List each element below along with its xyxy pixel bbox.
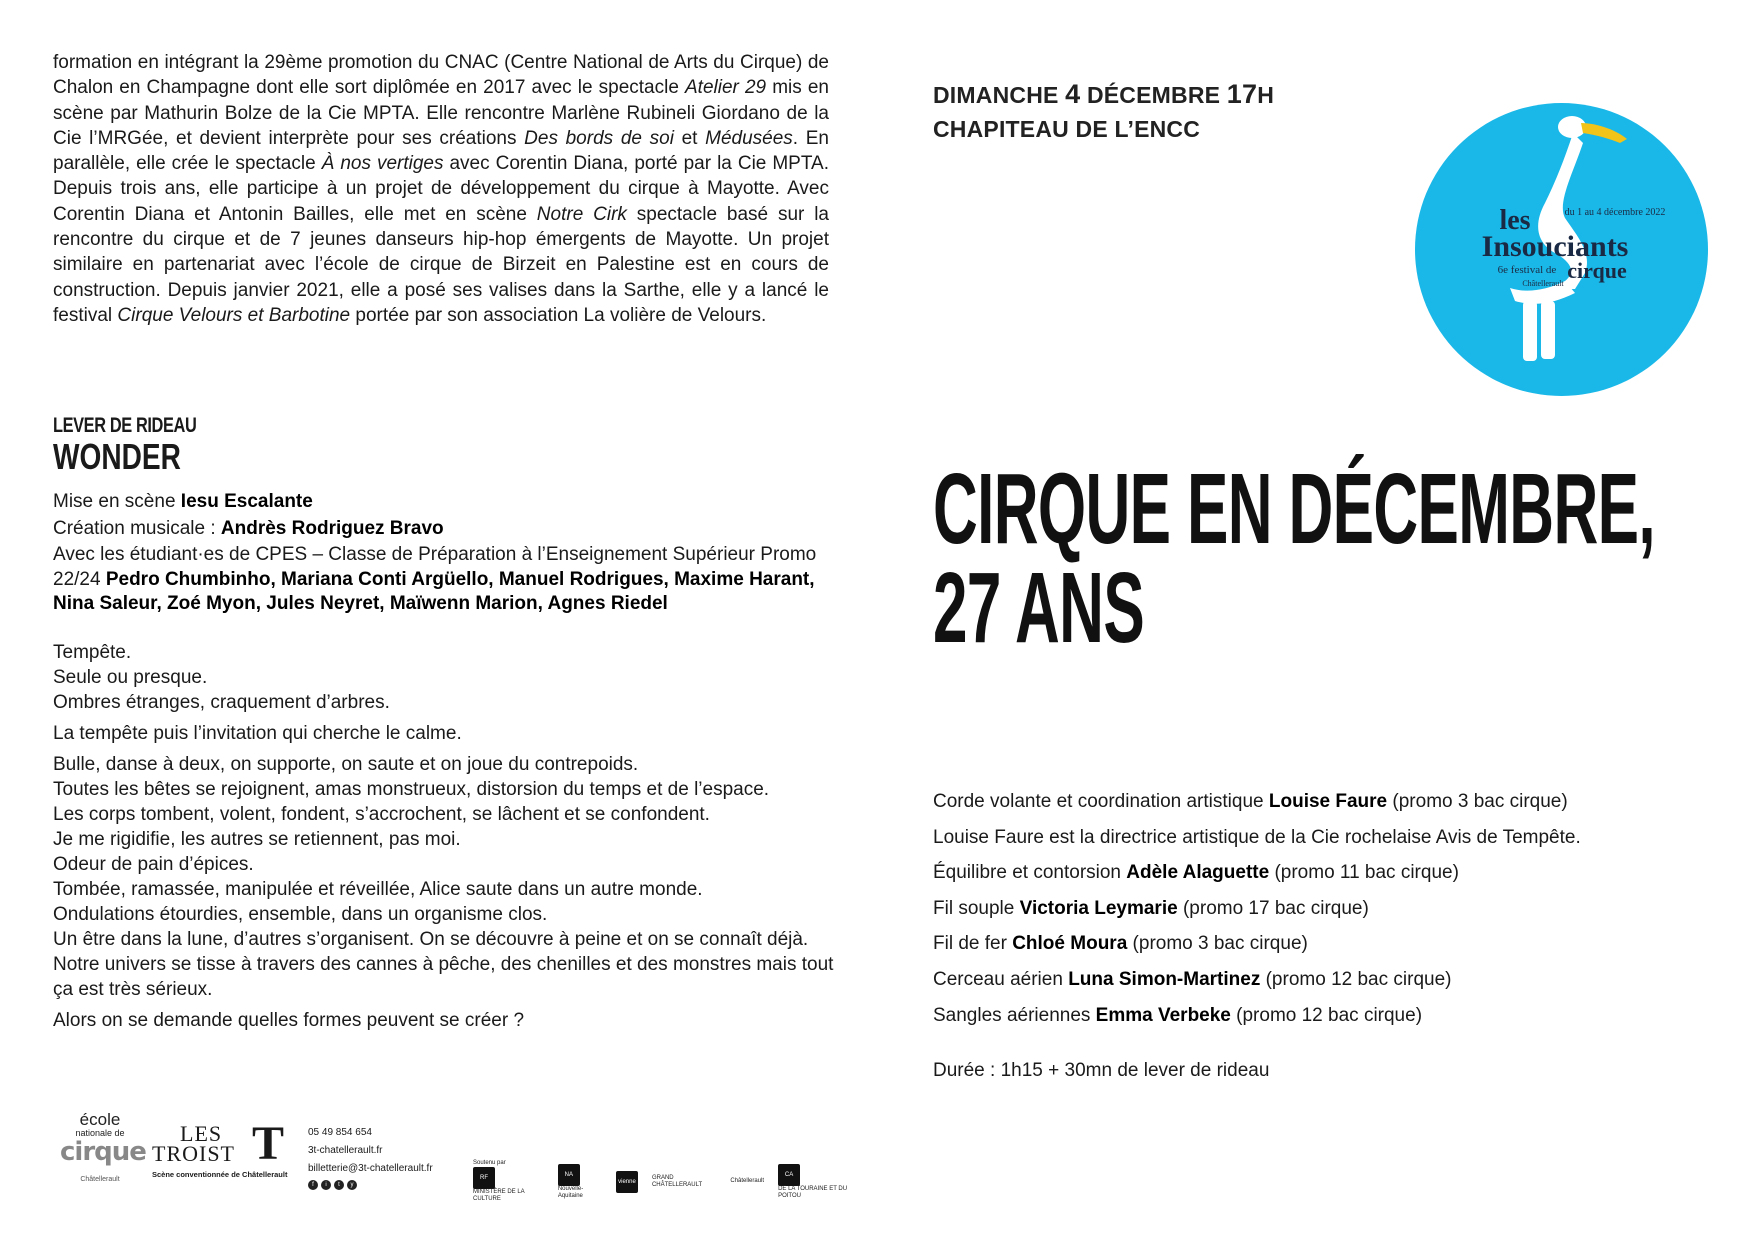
- intro-italic-title: Atelier 29: [685, 77, 767, 99]
- partner-emblem-icon: CA: [778, 1164, 800, 1186]
- partner-logo: [558, 1164, 602, 1200]
- hour-suffix: H: [1257, 82, 1275, 108]
- poem-line: Un être dans la lune, d’autres s’organisent. On se découvre à peine et on se connaît déjà. Notre univers se tisse à travers des cannes à pêche, des chenilles et des monstres mais tout ça est très sérieux.: [53, 929, 834, 1000]
- main-title-line-2: 27 ANS: [933, 552, 1145, 664]
- footer-logos: [60, 1110, 860, 1200]
- poem-line: Alors on se demande quelles formes peuvent se créer ?: [53, 1010, 525, 1031]
- intro-italic-title: Médusées: [705, 127, 793, 149]
- cast-line: [933, 998, 1693, 1034]
- partner-logos: [473, 1160, 860, 1203]
- ecole-cirque-logo: [60, 1110, 146, 1188]
- discipline: Équilibre et contorsion: [933, 862, 1127, 884]
- day: DIMANCHE: [933, 82, 1059, 108]
- section-label: LEVER DE RIDEAU: [53, 414, 197, 437]
- promo: (promo 12 bac cirque): [1260, 968, 1452, 990]
- logo-text-city: Châtellerault: [1522, 279, 1564, 288]
- poem-line: Seule ou presque.: [53, 667, 208, 688]
- performer-name: Emma Verbeke: [1095, 1004, 1231, 1026]
- partner-name: Châtellerault: [730, 1178, 765, 1184]
- performer-name: Chloé Moura: [1012, 933, 1128, 955]
- performer-name: Luna Simon-Martinez: [1068, 968, 1261, 990]
- intro-text: . En parallèle, elle crée le spectacle: [53, 127, 829, 175]
- ecole-mid: nationale de: [75, 1128, 125, 1138]
- main-title-line-1: CIRQUE EN DÉCEMBRE,: [933, 453, 1655, 565]
- credit-name: Iesu Escalante: [180, 491, 313, 512]
- poem-line: Odeur de pain d’épices.: [53, 854, 254, 875]
- performer-name: Victoria Leymarie: [1019, 897, 1178, 919]
- partner-emblem-icon: NA: [558, 1164, 580, 1186]
- lever-de-rideau-heading: [53, 414, 237, 476]
- credit-role: Mise en scène: [53, 491, 181, 512]
- partner-name: GRAND CHÂTELLERAULT: [651, 1174, 703, 1188]
- hour: 17: [1226, 79, 1258, 109]
- main-title: [933, 453, 1655, 664]
- poem-line: Bulle, danse à deux, on supporte, on saute et on joue du contrepoids.: [53, 754, 639, 775]
- performer-name: Adèle Alaguette: [1126, 862, 1270, 884]
- poem-line: Tempête.: [53, 642, 132, 663]
- credit-line: [53, 543, 843, 617]
- credits-block: [53, 490, 843, 619]
- website-link[interactable]: 3t-chatellerault.fr: [308, 1145, 383, 1156]
- cast-line: [933, 891, 1693, 927]
- credit-line: [53, 517, 843, 542]
- section-title: WONDER: [53, 436, 181, 477]
- email-link[interactable]: billetterie@3t-chatellerault.fr: [308, 1163, 433, 1174]
- intro-text: formation en intégrant la 29ème promotion du CNAC (Centre National de Arts du Cirque) de Chalon en Champagne dont elle sort diplômée en 2017 avec le spectacle: [53, 52, 829, 99]
- partner-name: Nouvelle-Aquitaine: [557, 1185, 584, 1199]
- date-line: [933, 77, 1274, 112]
- description-text: [53, 640, 843, 1033]
- youtube-icon[interactable]: y: [347, 1180, 357, 1190]
- intro-italic-title: Notre Cirk: [536, 203, 627, 225]
- intro-text: avec Corentin Diana, porté par la Cie MPTA. Depuis trois ans, elle participe à un projet de développement du cirque à Mayotte. Avec Corentin Diana et Antonin Bailles, elle met en scène: [53, 153, 829, 225]
- partner-logo: [473, 1160, 544, 1203]
- intro-italic-title: À nos vertiges: [321, 153, 444, 175]
- discipline: Fil souple: [933, 897, 1020, 919]
- venue: CHAPITEAU DE L’ENCC: [933, 116, 1201, 142]
- logo-text-festival: 6e festival de: [1497, 264, 1557, 276]
- discipline: Louise Faure est la directrice artistique de la Cie rochelaise Avis de Tempête.: [933, 826, 1581, 848]
- poem-line: Je me rigidifie, les autres se retiennent, pas moi.: [53, 829, 461, 850]
- credit-line: [53, 490, 843, 515]
- duration: Durée : 1h15 + 30mn de lever de rideau: [933, 1060, 1270, 1081]
- day-number: 4: [1065, 79, 1081, 109]
- festival-logo: [1415, 103, 1708, 396]
- discipline: Fil de fer: [933, 933, 1013, 955]
- poem-line: Ondulations étourdies, ensemble, dans un organisme clos.: [53, 904, 548, 925]
- poem-line: La tempête puis l’invitation qui cherche le calme.: [53, 723, 462, 744]
- credit-role: Création musicale :: [53, 517, 221, 539]
- cast-line: [933, 962, 1693, 998]
- promo: (promo 3 bac cirque): [1387, 791, 1568, 812]
- discipline: Corde volante et coordination artistique: [933, 791, 1269, 812]
- poem-line: Les corps tombent, volent, fondent, s’accrochent, se lâchent et se confondent.: [53, 804, 710, 825]
- intro-text: mis en scène par Mathurin Bolze de la Cie MPTA. Elle rencontre Marlène Rubineli Giordano de la Cie l’MRGée, et devient interprète pour ses créations: [53, 77, 829, 149]
- troist-subtitle: Scène conventionnée de Châtellerault: [152, 1170, 288, 1179]
- instagram-icon[interactable]: i: [321, 1180, 331, 1190]
- credit-name: Pedro Chumbinho, Mariana Conti Argüello, Manuel Rodrigues, Maxime Harant, Nina Saleur, Zoé Myon, Jules Neyret, Maïwenn Marion, Agnes Riedel: [53, 568, 815, 614]
- credit-name: Andrès Rodriguez Bravo: [220, 517, 444, 539]
- poem-line: Tombée, ramassée, manipulée et réveillée, Alice saute dans un autre monde.: [53, 879, 703, 900]
- partner-logo: [652, 1175, 716, 1189]
- promo: (promo 17 bac cirque): [1177, 897, 1369, 919]
- intro-text: spectacle basé sur la rencontre du cirque et de 7 jeunes danseurs hip-hop émergents de Mayotte. Un projet similaire en partenariat avec l’école de cirque de Birzeit en Palestine est en cours de construction. Depuis janvier 2021, elle a posé ses valises dans la Sarthe, elle y a lancé le festival: [53, 203, 829, 326]
- ecole-city: Châtellerault: [80, 1176, 120, 1183]
- cast-list: [933, 784, 1693, 1033]
- intro-text: et: [673, 127, 706, 149]
- partner-name: DE LA TOURAINE ET DU POITOU: [778, 1185, 848, 1199]
- logo-text-cirque: cirque: [1567, 258, 1627, 283]
- poem-line: Ombres étranges, craquement d’arbres.: [53, 692, 390, 713]
- poem-line: Toutes les bêtes se rejoignent, amas monstrueux, distorsion du temps et de l’espace.: [53, 779, 770, 800]
- contact-info: [308, 1124, 433, 1190]
- les-troist-logo: [152, 1117, 302, 1179]
- performer-name: Louise Faure: [1268, 791, 1388, 812]
- social-icons: [308, 1180, 433, 1190]
- partner-emblem-icon: RF: [473, 1167, 495, 1189]
- ecole-brand: cirque: [60, 1137, 146, 1167]
- promo: (promo 12 bac cirque): [1230, 1004, 1423, 1026]
- partner-logo: [616, 1171, 638, 1193]
- intro-paragraph: [53, 50, 829, 328]
- month: DÉCEMBRE: [1086, 82, 1221, 108]
- ecole-top: école: [79, 1110, 121, 1129]
- cast-line: [933, 855, 1693, 891]
- intro-text: portée par son association La volière de Velours.: [350, 304, 767, 326]
- cast-line: [933, 820, 1693, 856]
- cast-line: [933, 784, 1693, 820]
- facebook-icon[interactable]: f: [308, 1180, 318, 1190]
- discipline: Sangles aériennes: [933, 1004, 1096, 1026]
- partner-logo: [730, 1178, 764, 1185]
- credit-role: Avec les étudiant·es de CPES – Classe de Préparation à l’Enseignement Supérieur Promo 22/24: [53, 544, 817, 590]
- promo: (promo 3 bac cirque): [1127, 933, 1308, 955]
- partner-logo: [778, 1164, 860, 1200]
- troist-name-2: TROIST: [152, 1141, 235, 1166]
- troist-name-1: LES: [180, 1121, 223, 1146]
- partner-emblem-icon: vienne: [616, 1171, 638, 1193]
- cast-line: [933, 926, 1693, 962]
- logo-text-les: les: [1499, 205, 1531, 236]
- promo: (promo 11 bac cirque): [1269, 862, 1459, 884]
- event-date: [933, 77, 1274, 146]
- twitter-icon[interactable]: t: [334, 1180, 344, 1190]
- phone: 05 49 854 654: [308, 1127, 372, 1138]
- troist-mark: T: [252, 1117, 285, 1170]
- intro-italic-title: Des bords de soi: [524, 127, 674, 149]
- intro-italic-title: Cirque Velours et Barbotine: [117, 304, 351, 326]
- logo-text-insouciants: Insouciants: [1481, 230, 1629, 263]
- partner-name: MINISTÈRE DE LA CULTURE: [473, 1189, 525, 1202]
- discipline: Cerceau aérien: [933, 968, 1069, 990]
- logo-text-dates: du 1 au 4 décembre 2022: [1564, 207, 1666, 218]
- partner-label: Soutenu par: [473, 1160, 506, 1166]
